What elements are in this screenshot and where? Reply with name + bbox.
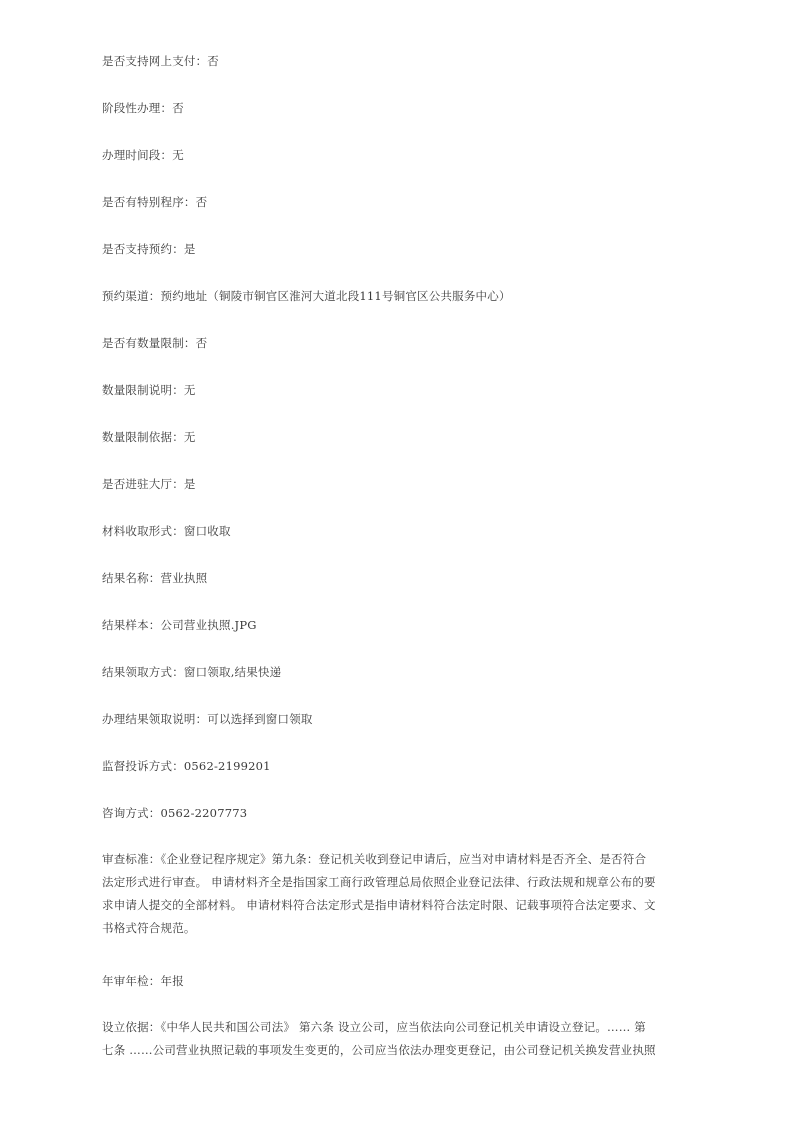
- phased-processing-field: 阶段性办理：否: [102, 101, 184, 115]
- review-standard-line: 求申请人提交的全部材料。 申请材料符合法定形式是指申请材料符合法定时限、记载事项符合法定要求、文: [102, 898, 656, 912]
- review-standard-paragraph: [102, 848, 676, 940]
- quantity-limit-description-field: 数量限制说明：无: [102, 383, 196, 397]
- legal-basis-paragraph: [102, 1016, 676, 1062]
- legal-basis-line: 七条 ……公司营业执照记载的事项发生变更的，公司应当依法办理变更登记，由公司登记机关换发营业执照: [102, 1043, 656, 1057]
- consultation-contact-field: 咨询方式：0562-2207773: [102, 806, 248, 820]
- special-procedure-field: 是否有特别程序：否: [102, 195, 208, 209]
- review-standard-line: 审查标准：《企业登记程序规定》第九条：登记机关收到登记申请后，应当对申请材料是否齐全、是否符合: [102, 852, 647, 866]
- complaint-contact-field: 监督投诉方式：0562-2199201: [102, 759, 271, 773]
- quantity-limit-basis-field: 数量限制依据：无: [102, 430, 196, 444]
- service-hall-field: 是否进驻大厅：是: [102, 477, 196, 491]
- review-standard-line: 书格式符合规范。: [102, 921, 196, 935]
- processing-period-field: 办理时间段：无: [102, 148, 184, 162]
- result-pickup-method-field: 结果领取方式：窗口领取,结果快递: [102, 665, 282, 679]
- result-pickup-note-field: 办理结果领取说明：可以选择到窗口领取: [102, 712, 313, 726]
- annual-inspection-field: 年审年检：年报: [102, 974, 184, 988]
- legal-basis-line: 设立依据：《中华人民共和国公司法》 第六条 设立公司，应当依法向公司登记机关申请设立登记。…… 第: [102, 1020, 647, 1034]
- review-standard-line: 法定形式进行审查。 申请材料齐全是指国家工商行政管理总局依照企业登记法律、行政法规和规章公布的要: [102, 875, 656, 889]
- reservation-support-field: 是否支持预约：是: [102, 242, 196, 256]
- material-collection-field: 材料收取形式：窗口收取: [102, 524, 231, 538]
- result-name-field: 结果名称：营业执照: [102, 571, 208, 585]
- online-payment-field: 是否支持网上支付：否: [102, 54, 219, 68]
- quantity-limit-field: 是否有数量限制：否: [102, 336, 208, 350]
- reservation-channel-field: 预约渠道：预约地址（铜陵市铜官区淮河大道北段111号铜官区公共服务中心）: [102, 289, 511, 303]
- result-sample-field: 结果样本：公司营业执照.JPG: [102, 618, 257, 632]
